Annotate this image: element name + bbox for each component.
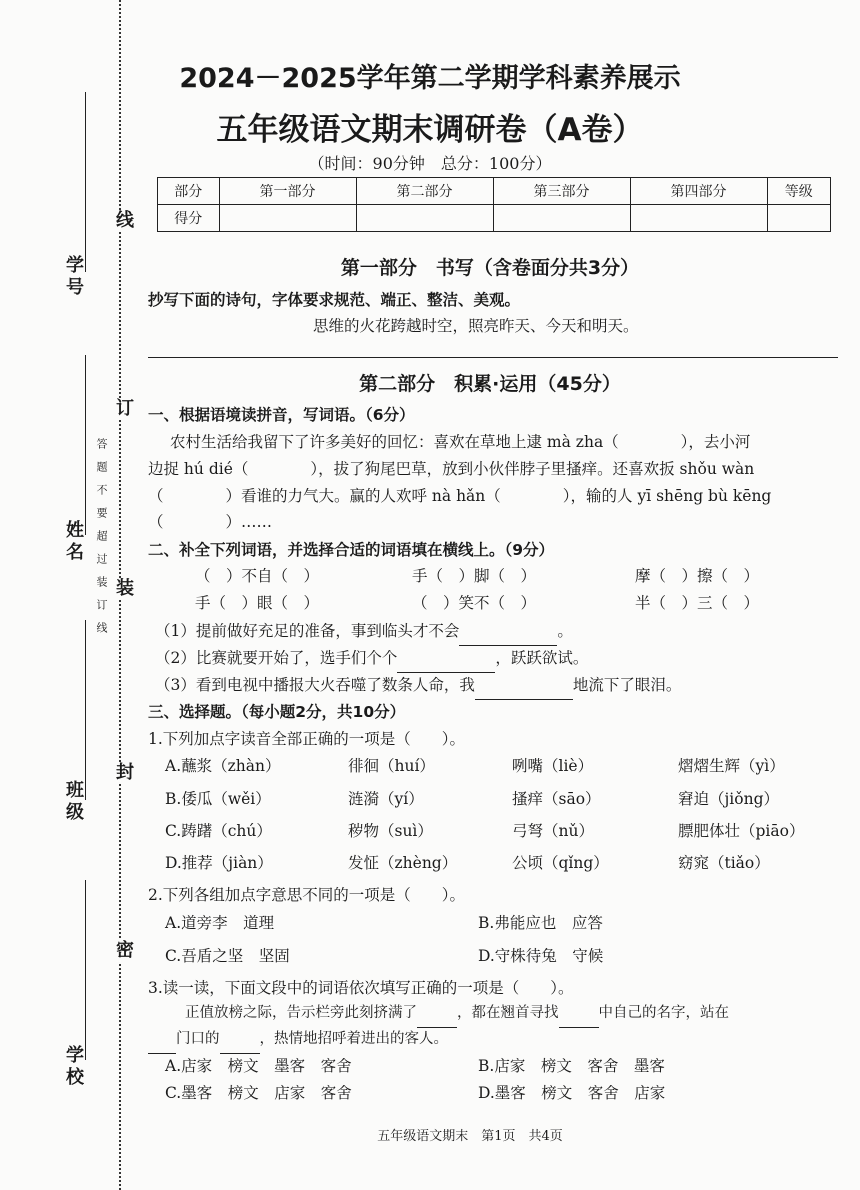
q3-item1-option: 熠熠生辉（yì） xyxy=(678,757,785,775)
name-field-line xyxy=(85,880,86,1060)
q3-item2: 2.下列各组加点字意思不同的一项是（ ）。 xyxy=(148,886,466,904)
q2-sentence-3-end: 地流下了眼泪。 xyxy=(572,676,682,694)
q3-item3-option: D.墨客 榜文 客舍 店家 xyxy=(478,1084,666,1102)
passage-text: ，热情地招呼着进出的客人。 xyxy=(259,1031,448,1047)
score-table-header: 等级 xyxy=(767,178,830,205)
page-footer: 五年级语文期末 第1页 共4页 xyxy=(377,1129,563,1144)
score-row-label: 得分 xyxy=(158,205,220,232)
q3-item1-option: 膘肥体壮（piāo） xyxy=(678,822,805,840)
part1-sentence: 思维的火花跨越时空，照亮昨天、今天和明天。 xyxy=(313,317,639,335)
q2-sentence-3 xyxy=(155,672,681,700)
label-class: 班级 xyxy=(63,780,84,824)
q3-item1-option: C.踌躇（chú） xyxy=(165,822,272,840)
q1-text-line: 边捉 hú dié（ ），拔了狗尾巴草，放到小伙伴脖子里搔痒。还喜欢扳 shǒu wàn xyxy=(148,460,755,478)
q3-item3-option: A.店家 榜文 墨客 客舍 xyxy=(165,1057,352,1075)
answer-blank[interactable] xyxy=(459,618,557,646)
q3-passage-line-1 xyxy=(185,1000,729,1028)
bind-char-bind: 装 xyxy=(110,578,136,600)
bind-char-seal: 封 xyxy=(110,762,136,784)
q2-sentence-1-text: （1）提前做好充足的准备，事到临头才不会 xyxy=(155,622,460,640)
answer-blank[interactable] xyxy=(417,1000,457,1028)
score-table-header: 第四部分 xyxy=(630,178,767,205)
part1-instruction: 抄写下面的诗句，字体要求规范、端正、整洁、美观。 xyxy=(148,291,521,309)
q2-sentence-3-text: （3）看到电视中播报大火吞噬了数条人命，我 xyxy=(155,676,475,694)
passage-text: ，都在翘首寻找 xyxy=(457,1005,559,1021)
q2-idiom: 手（ ）脚（ ） xyxy=(412,567,537,585)
q3-item1-option: 搔痒（sāo） xyxy=(512,790,601,808)
q3-item1-option: 涟漪（yí） xyxy=(348,790,424,808)
q3-title: 三、选择题。（每小题2分，共10分） xyxy=(148,703,406,721)
exam-term-title: 2024－2025学年第二学期学科素养展示 xyxy=(179,63,681,94)
exam-paper-title: 五年级语文期末调研卷（A卷） xyxy=(216,112,644,148)
q2-idiom: 手（ ）眼（ ） xyxy=(195,594,320,612)
score-table-header: 第二部分 xyxy=(356,178,493,205)
q2-title: 二、补全下列词语，并选择合适的词语填在横线上。（9分） xyxy=(148,541,555,559)
answer-blank[interactable] xyxy=(220,1026,260,1054)
q3-item2-option: D.守株待兔 守候 xyxy=(478,947,604,965)
q3-item1-option: D.推荐（jiàn） xyxy=(165,854,273,872)
binding-warning-text: 答题不要超过装订线 xyxy=(95,438,108,645)
q2-sentence-2-text: （2）比赛就要开始了，选手们个个 xyxy=(155,649,398,667)
q3-item1-option: 秽物（suì） xyxy=(348,822,433,840)
answer-blank[interactable] xyxy=(397,645,495,673)
score-table-score-row xyxy=(158,205,831,232)
label-student-id: 学号 xyxy=(63,255,84,299)
q3-item1-option: 公顷（qǐng） xyxy=(512,854,609,872)
score-table-header: 部分 xyxy=(158,178,220,205)
score-cell[interactable] xyxy=(356,205,493,232)
bind-char-order: 订 xyxy=(110,398,136,420)
score-table xyxy=(157,177,831,232)
q1-text-line: 农村生活给我留下了许多美好的回忆：喜欢在草地上逮 mà zha（ ），去小河 xyxy=(170,433,751,451)
label-name: 姓名 xyxy=(63,520,84,564)
q2-sentence-2-end: ，跃跃欲试。 xyxy=(495,649,589,667)
q3-item1-option: B.倭瓜（wěi） xyxy=(165,790,271,808)
passage-text: 中自己的名字，站在 xyxy=(598,1005,729,1021)
q2-idiom: （ ）不自（ ） xyxy=(195,567,320,585)
q1-text-line: （ ）看谁的力气大。赢的人欢呼 nà hǎn（ ），输的人 yī shēng bù kēng xyxy=(148,487,772,505)
answer-blank[interactable] xyxy=(148,1026,176,1054)
score-table-header-row xyxy=(158,178,831,205)
passage-text: 门口的 xyxy=(176,1031,220,1047)
q2-idiom: 半（ ）三（ ） xyxy=(635,594,760,612)
bind-char-secret: 密 xyxy=(110,940,136,962)
q3-item2-option: C.吾盾之坚 坚固 xyxy=(165,947,290,965)
q3-item3: 3.读一读，下面文段中的词语依次填写正确的一项是（ ）。 xyxy=(148,979,574,997)
bind-char-line: 线 xyxy=(110,210,136,232)
q3-item2-option: A.道旁李 道理 xyxy=(165,914,275,932)
q3-item1-option: 窈窕（tiǎo） xyxy=(678,854,770,872)
q1-title: 一、根据语境读拼音，写词语。（6分） xyxy=(148,406,415,424)
score-cell[interactable] xyxy=(767,205,830,232)
q2-idiom: 摩（ ）擦（ ） xyxy=(635,567,760,585)
label-school: 学校 xyxy=(63,1045,84,1089)
q3-item1-option: 窘迫（jiǒng） xyxy=(678,790,780,808)
score-table-header: 第一部分 xyxy=(219,178,356,205)
q3-item2-option: B.弗能应也 应答 xyxy=(478,914,603,932)
passage-text: 正值放榜之际，告示栏旁此刻挤满了 xyxy=(185,1005,417,1021)
name-field-line xyxy=(85,620,86,800)
score-cell[interactable] xyxy=(630,205,767,232)
q3-item1-option: 发怔（zhèng） xyxy=(348,854,458,872)
answer-blank[interactable] xyxy=(559,1000,599,1028)
q3-item1-option: 弓弩（nǔ） xyxy=(512,822,594,840)
score-table-header: 第三部分 xyxy=(493,178,630,205)
q3-item1-option: 咧嘴（liè） xyxy=(512,757,594,775)
score-cell[interactable] xyxy=(493,205,630,232)
part2-title: 第二部分 积累·运用（45分） xyxy=(359,373,621,395)
q3-item3-option: B.店家 榜文 客舍 墨客 xyxy=(478,1057,665,1075)
part1-title: 第一部分 书写（含卷面分共3分） xyxy=(340,257,640,279)
section-divider xyxy=(148,357,838,358)
q1-text-line: （ ）…… xyxy=(148,513,273,531)
q3-item1-option: A.蘸浆（zhàn） xyxy=(165,757,281,775)
q3-item3-option: C.墨客 榜文 店家 客舍 xyxy=(165,1084,352,1102)
q2-sentence-1-end: 。 xyxy=(557,622,573,640)
score-cell[interactable] xyxy=(219,205,356,232)
q3-item1: 1.下列加点字读音全部正确的一项是（ ）。 xyxy=(148,730,466,748)
answer-blank[interactable] xyxy=(475,672,573,700)
q3-item1-option: 徘徊（huí） xyxy=(348,757,435,775)
q3-passage-line-2 xyxy=(148,1026,448,1054)
q2-idiom: （ ）笑不（ ） xyxy=(412,594,537,612)
q2-sentence-1 xyxy=(155,618,573,646)
q2-sentence-2 xyxy=(155,645,588,673)
exam-time-info: （时间：90分钟 总分：100分） xyxy=(308,154,552,173)
